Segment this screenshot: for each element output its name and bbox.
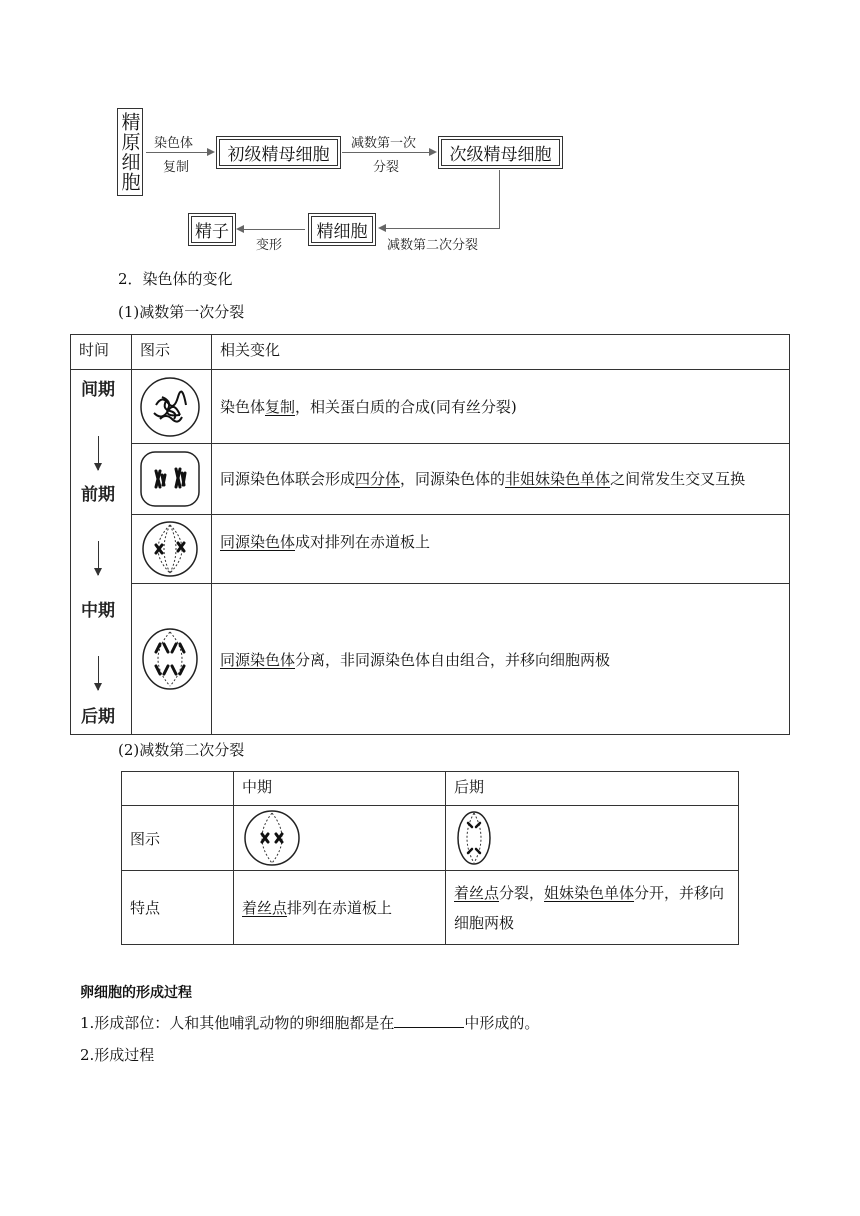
sperm-box bbox=[191, 216, 233, 243]
row-anaphase1-part1: 同源染色体 bbox=[220, 650, 296, 669]
prophase-cell-image bbox=[138, 449, 202, 509]
m2-anaphase-feature bbox=[446, 871, 739, 945]
phase-metaphase: 中期 bbox=[81, 601, 115, 621]
phase-arrow-2 bbox=[98, 541, 99, 575]
spermatogonium-label: 精原细胞 bbox=[118, 112, 141, 192]
arrow2-bottom-label: 分裂 bbox=[373, 160, 400, 175]
spermatogonium-box bbox=[117, 108, 143, 196]
arrow3-label: 减数第二次分裂 bbox=[387, 238, 479, 253]
anaphase1-cell-image bbox=[138, 626, 202, 692]
row-interphase-text bbox=[212, 370, 790, 444]
row-anaphase1-part2: 分离，非同源染色体自由组合，并移向细胞两极 bbox=[295, 650, 611, 669]
phase-anaphase: 后期 bbox=[81, 707, 115, 727]
meiosis2-table bbox=[121, 771, 739, 945]
arrow2-head bbox=[429, 148, 437, 156]
arrow1-top-label: 染色体 bbox=[154, 136, 194, 151]
m2-header-empty bbox=[122, 772, 234, 806]
header-figure: 图示 bbox=[132, 335, 212, 370]
m2-metaphase-part1: 着丝点 bbox=[242, 899, 288, 917]
spermatid-box bbox=[311, 216, 373, 243]
m2-label-feature: 特点 bbox=[122, 871, 234, 945]
m2-label-figure: 图示 bbox=[122, 806, 234, 871]
phase-column bbox=[71, 370, 132, 735]
meiosis1-table bbox=[70, 334, 790, 735]
primary-spermatocyte-box bbox=[219, 139, 338, 166]
arrow4-line bbox=[243, 229, 305, 230]
row-prophase-text bbox=[212, 444, 790, 515]
fill-in-blank[interactable] bbox=[394, 1013, 464, 1028]
egg-item1 bbox=[80, 1012, 539, 1033]
arrow4-head bbox=[236, 225, 244, 233]
row-prophase-part5: 之间常发生交叉互换 bbox=[610, 470, 746, 488]
arrow4-label: 变形 bbox=[256, 238, 283, 253]
m2-metaphase-feature bbox=[234, 871, 446, 945]
row-interphase-part2: 复制 bbox=[265, 398, 296, 416]
m2-anaphase-part3: 姐妹染色单体 bbox=[544, 883, 635, 902]
secondary-spermatocyte-box bbox=[441, 139, 560, 166]
m2-figure-metaphase bbox=[234, 806, 446, 871]
spermatid-label: 精细胞 bbox=[316, 222, 368, 242]
figure-prophase bbox=[132, 444, 212, 515]
egg-item2: 2.形成过程 bbox=[80, 1046, 155, 1064]
connector-vertical bbox=[499, 170, 500, 228]
figure-anaphase1 bbox=[132, 584, 212, 735]
anaphase2-cell-image bbox=[454, 809, 494, 867]
metaphase2-cell-image bbox=[242, 809, 302, 867]
primary-spermatocyte-label: 初级精母细胞 bbox=[227, 145, 330, 165]
arrow1-line bbox=[146, 152, 208, 153]
interphase-cell-image bbox=[138, 375, 202, 439]
arrow1-head bbox=[207, 148, 215, 156]
egg-heading: 卵细胞的形成过程 bbox=[80, 985, 192, 1001]
arrow1-bottom-label: 复制 bbox=[163, 160, 190, 175]
m2-metaphase-part2: 排列在赤道板上 bbox=[287, 899, 393, 917]
phase-interphase: 间期 bbox=[81, 380, 115, 400]
arrow2-line bbox=[342, 152, 430, 153]
arrow3-head bbox=[378, 224, 386, 232]
egg-item1-before: 1.形成部位：人和其他哺乳动物的卵细胞都是在 bbox=[80, 1014, 395, 1032]
m2-figure-anaphase bbox=[446, 806, 739, 871]
figure-metaphase1 bbox=[132, 515, 212, 584]
header-time: 时间 bbox=[71, 335, 132, 370]
metaphase1-cell-image bbox=[138, 519, 202, 579]
phase-arrow-3 bbox=[98, 656, 99, 690]
row-prophase-part3: ，同源染色体的 bbox=[400, 470, 506, 488]
meiosis1-title: (1)减数第一次分裂 bbox=[118, 303, 245, 321]
row-interphase-part1: 染色体 bbox=[220, 398, 266, 416]
m2-anaphase-part4: 分开，并移向细胞两极 bbox=[454, 883, 725, 932]
header-change: 相关变化 bbox=[212, 335, 790, 370]
section2-title: 2．染色体的变化 bbox=[118, 270, 233, 288]
phase-arrow-1 bbox=[98, 436, 99, 470]
secondary-spermatocyte-label: 次级精母细胞 bbox=[449, 145, 552, 165]
row-prophase-part4: 非姐妹染色单体 bbox=[505, 470, 611, 488]
row-metaphase1-part2: 成对排列在赤道板上 bbox=[295, 533, 431, 551]
connector-horizontal bbox=[386, 228, 500, 229]
meiosis2-title: (2)减数第二次分裂 bbox=[118, 741, 245, 759]
m2-anaphase-part1: 着丝点 bbox=[454, 883, 500, 902]
sperm-label: 精子 bbox=[195, 222, 229, 242]
egg-item1-after: 中形成的。 bbox=[464, 1014, 540, 1032]
figure-interphase bbox=[132, 370, 212, 444]
row-prophase-part2: 四分体 bbox=[355, 470, 401, 488]
phase-prophase: 前期 bbox=[81, 485, 115, 505]
row-anaphase1-text bbox=[212, 584, 790, 735]
arrow2-top-label: 减数第一次 bbox=[351, 136, 417, 151]
row-metaphase1-text bbox=[212, 515, 790, 584]
row-prophase-part1: 同源染色体联会形成 bbox=[220, 470, 356, 488]
m2-anaphase-part2: 分裂， bbox=[499, 883, 545, 902]
row-metaphase1-part1: 同源染色体 bbox=[220, 533, 296, 551]
m2-header-metaphase: 中期 bbox=[234, 772, 446, 806]
m2-header-anaphase: 后期 bbox=[446, 772, 739, 806]
row-interphase-part3: ，相关蛋白质的合成(同有丝分裂) bbox=[295, 398, 517, 416]
